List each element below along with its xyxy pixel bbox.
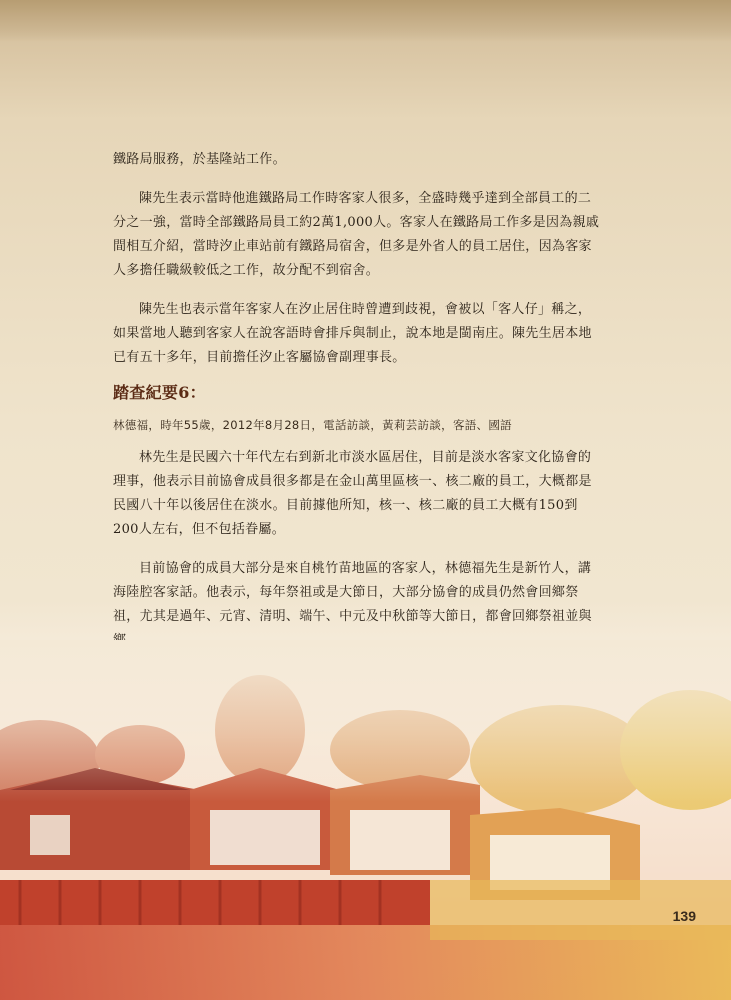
paragraph-tamsui-association: 林先生是民國六十年代左右到新北市淡水區居住，目前是淡水客家文化協會的理事，他表示目前協會成員很多都是在金山萬里區核一、核二廠的員工，大概都是民國八十年以後居住在淡水。目前據他所知，核一、核二廠的員工大概有150到200人左右，但不包括眷屬。 <box>113 450 592 537</box>
paragraph-railway-hakka: 陳先生表示當時他進鐵路局工作時客家人很多，全盛時幾乎達到全部員工的二分之一強，當時全部鐵路局員工約2萬1,000人。客家人在鐵路局工作多是因為親戚間相互介紹，當時汐止車站前有鐵路局宿舍，但多是外省人的員工居住，因為客家人多擔任職級較低之工作，故分配不到宿舍。 <box>113 191 600 278</box>
main-text-column <box>113 148 600 653</box>
page-number: 139 <box>672 908 696 924</box>
paragraph-ancestor-worship: 目前協會的成員大部分是來自桃竹苗地區的客家人，林德福先生是新竹人，講海陸腔客家話。他表示，每年祭祖或是大節日，大部分協會的成員仍然會回鄉祭祖，尤其是過年、元宵、清明、端午、中元及中秋節等大節日，都會回鄉祭祖並與 <box>113 561 592 624</box>
paragraph-continuation: 鐵路局服務，於基隆站工作。 <box>113 152 286 167</box>
top-decorative-band <box>0 0 731 42</box>
village-photo <box>0 640 731 1000</box>
section-title: 踏查紀要6： <box>113 383 206 402</box>
interview-info: 林德福，時年55歲，2012年8月28日，電話訪談，黃莉芸訪談，客語、國語 <box>113 418 512 432</box>
paragraph-discrimination: 陳先生也表示當年客家人在汐止居住時曾遭到歧視，會被以「客人仔」稱之，如果當地人聽到客家人在說客語時會排斥與制止，說本地是閩南庄。陳先生居本地已有五十多年，目前擔任汐止客屬協會副理事長。 <box>113 302 592 365</box>
